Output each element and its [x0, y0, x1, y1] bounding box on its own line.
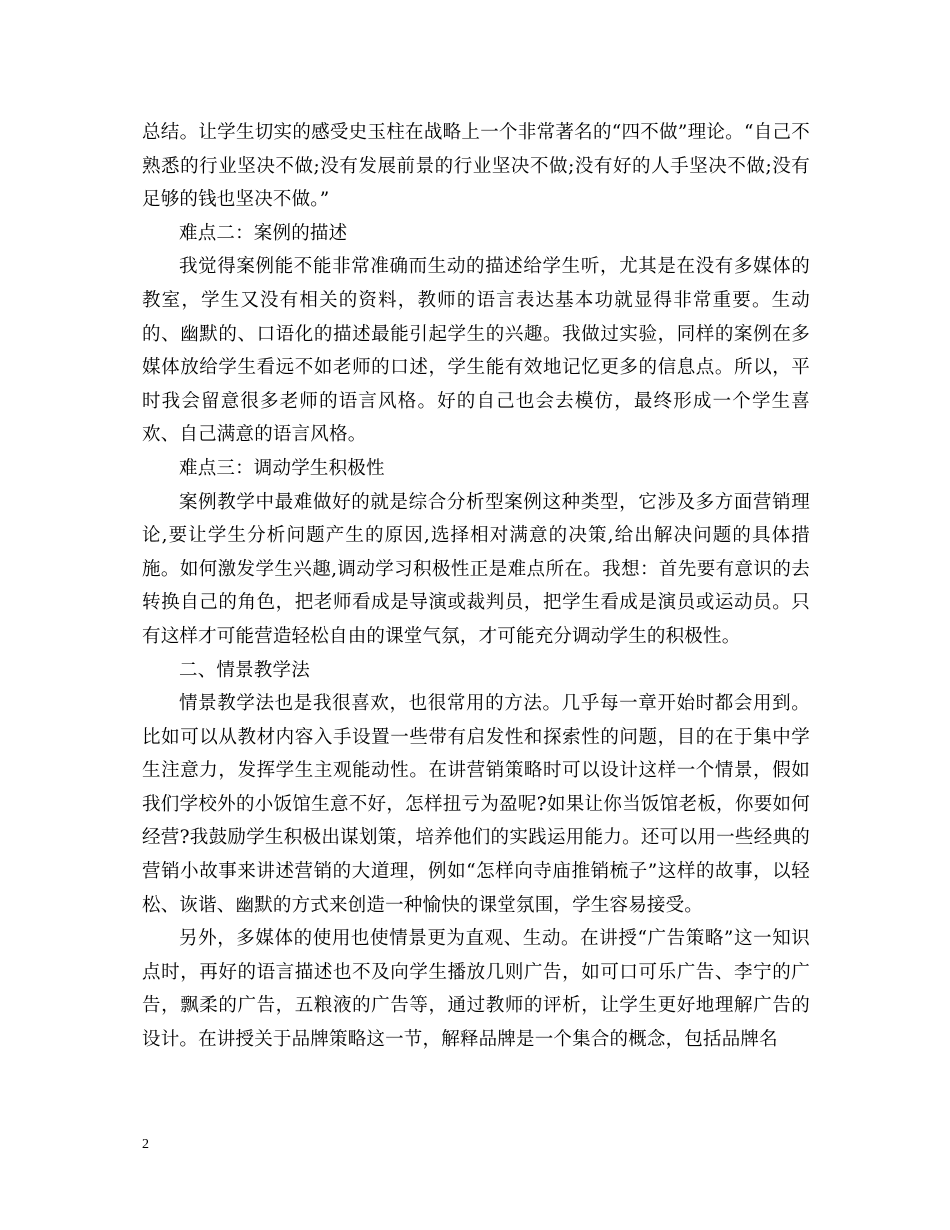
heading-difficulty-three: 难点三：调动学生积极性 — [179, 457, 385, 479]
paragraph-scenario-method: 情景教学法也是我很喜欢，也很常用的方法。几乎每一章开始时都会用到。比如可以从教材内容入手设置一些带有启发性和探索性的问题，目的在于集中学生注意力，发挥学生主观能动性。在讲营销策略时可以设计这样一个情景，假如我们学校外的小饭馆生意不好，怎样扭亏为盈呢?如果让你当饭馆老板，你要如何经营?我鼓励学生积极出谋划策，培养他们的实践运用能力。还可以用一些经典的营销小故事来讲述营销的大道理，例如“怎样向寺庙推销梳子”这样的故事，以轻松、诙谐、幽默的方式来创造一种愉快的课堂氛围，学生容易接受。 — [142, 693, 810, 916]
page-number: 2 — [142, 1137, 149, 1152]
heading-difficulty-two: 难点二：案例的描述 — [179, 222, 348, 244]
paragraph-case-description: 我觉得案例能不能非常准确而生动的描述给学生听，尤其是在没有多媒体的教室，学生又没有相关的资料，教师的语言表达基本功就显得非常重要。生动的、幽默的、口语化的描述最能引起学生的兴趣。我做过实验，同样的案例在多媒体放给学生看远不如老师的口述，学生能有效地记忆更多的信息点。所以，平时我会留意很多老师的语言风格。好的自己也会去模仿，最终形成一个学生喜欢、自己满意的语言风格。 — [142, 256, 810, 446]
heading-scenario-teaching: 二、情景教学法 — [179, 659, 310, 681]
paragraph-summary-four-nots: 总结。让学生切实的感受史玉柱在战略上一个非常著名的“四不做”理论。“自己不熟悉的行业坚决不做;没有发展前景的行业坚决不做;没有好的人手坚决不做;没有足够的钱也坚决不做。” — [142, 122, 810, 211]
document-body — [142, 116, 810, 1057]
paragraph-student-motivation: 案例教学中最难做好的就是综合分析型案例这种类型，它涉及多方面营销理论,要让学生分析问题产生的原因,选择相对满意的决策,给出解决问题的具体措施。如何激发学生兴趣,调动学习积极性正是难点所在。我想：首先要有意识的去转换自己的角色，把老师看成是导演或裁判员，把学生看成是演员或运动员。只有这样才可能营造轻松自由的课堂气氛，才可能充分调动学生的积极性。 — [142, 491, 810, 647]
paragraph-multimedia: 另外，多媒体的使用也使情景更为直观、生动。在讲授“广告策略”这一知识点时，再好的语言描述也不及向学生播放几则广告，如可口可乐广告、李宁的广告，飘柔的广告，五粮液的广告等，通过教师的评析，让学生更好地理解广告的设计。在讲授关于品牌策略这一节，解释品牌是一个集合的概念，包括品牌名 — [142, 928, 810, 1051]
